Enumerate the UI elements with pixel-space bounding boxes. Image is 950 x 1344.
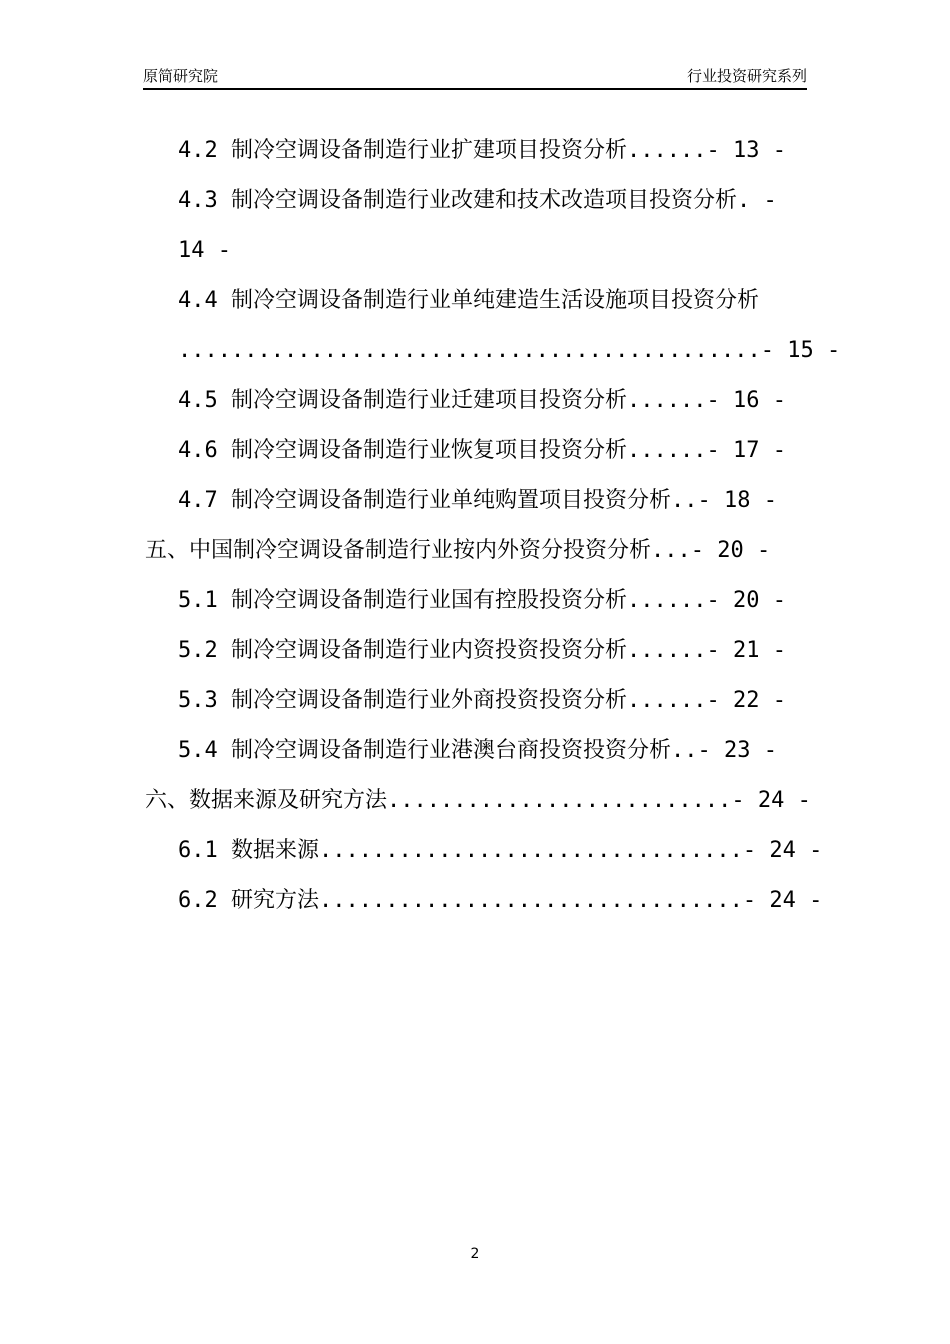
toc-leader-dots: ................................	[319, 888, 743, 913]
toc-entry-4-7[interactable]	[178, 476, 807, 526]
toc-leader-dots: ................................	[319, 838, 743, 863]
toc-entry-title: 制冷空调设备制造行业单纯购置项目投资分析	[231, 488, 672, 513]
toc-entry-number: 4.3	[178, 188, 218, 213]
toc-entry-number: 4.6	[178, 438, 218, 463]
toc-page-number: - 18 -	[697, 488, 777, 513]
toc-entry-6-2[interactable]	[178, 876, 823, 926]
header-left-text: 原简研究院	[143, 67, 219, 85]
toc-entry-5-3[interactable]	[178, 676, 807, 726]
toc-leader-dots: ......	[627, 688, 707, 713]
toc-entry-number: 4.4	[178, 288, 218, 313]
toc-entry-title: 制冷空调设备制造行业改建和技术改造项目投资分析	[231, 188, 738, 213]
toc-entry-number: 5.4	[178, 738, 218, 763]
toc-entry-chapter-5[interactable]	[145, 526, 807, 576]
header-right-text: 行业投资研究系列	[686, 67, 807, 85]
toc-entry-title: 五、中国制冷空调设备制造行业按内外资分投资分析	[145, 538, 652, 563]
toc-entry-title: 制冷空调设备制造行业迁建项目投资分析	[231, 388, 628, 413]
toc-entry-5-4[interactable]	[178, 726, 807, 776]
toc-entry-title: 制冷空调设备制造行业外商投资投资分析	[231, 688, 628, 713]
toc-entry-title: 制冷空调设备制造行业内资投资投资分析	[231, 638, 628, 663]
toc-entry-title: 制冷空调设备制造行业恢复项目投资分析	[231, 438, 628, 463]
toc-page-number: - 24 -	[731, 788, 811, 813]
toc-entry-title: 制冷空调设备制造行业港澳台商投资投资分析	[231, 738, 672, 763]
toc-page-number: - 21 -	[706, 638, 786, 663]
toc-leader-dots: ..	[671, 738, 698, 763]
toc-entry-6-1[interactable]	[178, 826, 823, 876]
toc-entry-4-3[interactable]	[178, 176, 807, 226]
toc-entry-title: 六、数据来源及研究方法	[145, 788, 388, 813]
toc-page-number: - 17 -	[706, 438, 786, 463]
toc-entry-number: 5.1	[178, 588, 218, 613]
toc-entry-title: 制冷空调设备制造行业国有控股投资分析	[231, 588, 628, 613]
toc-entry-4-3-continuation: 14 -	[178, 238, 231, 263]
toc-entry-4-4[interactable]	[178, 276, 807, 326]
header-divider	[143, 88, 807, 90]
toc-page-number: - 22 -	[706, 688, 786, 713]
toc-leader-dots: ..	[671, 488, 698, 513]
toc-leader-dots: ......	[627, 588, 707, 613]
toc-entry-4-4-continuation: ............................................- 15 -	[178, 338, 841, 363]
toc-entry-number: 6.2	[178, 888, 218, 913]
toc-page-number: - 13 -	[706, 138, 786, 163]
toc-leader-dots: ......	[627, 638, 707, 663]
toc-page-number: - 24 -	[742, 838, 823, 863]
toc-entry-title: 研究方法	[231, 888, 320, 913]
toc-entry-5-1[interactable]	[178, 576, 807, 626]
toc-leader-dots: ..........................	[387, 788, 732, 813]
toc-page-number: - 20 -	[690, 538, 771, 563]
toc-entry-number: 4.5	[178, 388, 218, 413]
toc-entry-number: 4.7	[178, 488, 218, 513]
toc-entry-5-2[interactable]	[178, 626, 807, 676]
toc-page-number: - 16 -	[706, 388, 786, 413]
toc-leader-dots: ...	[651, 538, 691, 563]
toc-entry-number: 6.1	[178, 838, 218, 863]
toc-page-number: -	[763, 188, 777, 213]
toc-entry-4-5[interactable]	[178, 376, 807, 426]
toc-entry-4-2[interactable]	[178, 126, 807, 176]
toc-entry-4-6[interactable]	[178, 426, 807, 476]
toc-entry-title: 数据来源	[231, 838, 320, 863]
toc-page-number: - 24 -	[742, 888, 823, 913]
toc-page-number: - 23 -	[697, 738, 777, 763]
toc-entry-number: 4.2	[178, 138, 218, 163]
toc-leader-dots: ......	[627, 388, 707, 413]
page-number: 2	[470, 1246, 480, 1262]
toc-leader-dots: ......	[627, 138, 707, 163]
toc-leader-dots: ......	[627, 438, 707, 463]
toc-page-number: - 20 -	[706, 588, 786, 613]
toc-leader-dots: .	[737, 188, 751, 213]
toc-entry-number: 5.2	[178, 638, 218, 663]
toc-entry-title: 制冷空调设备制造行业单纯建造生活设施项目投资分析	[231, 288, 760, 313]
toc-entry-title: 制冷空调设备制造行业扩建项目投资分析	[231, 138, 628, 163]
toc-entry-chapter-6[interactable]	[145, 776, 811, 826]
toc-entry-number: 5.3	[178, 688, 218, 713]
